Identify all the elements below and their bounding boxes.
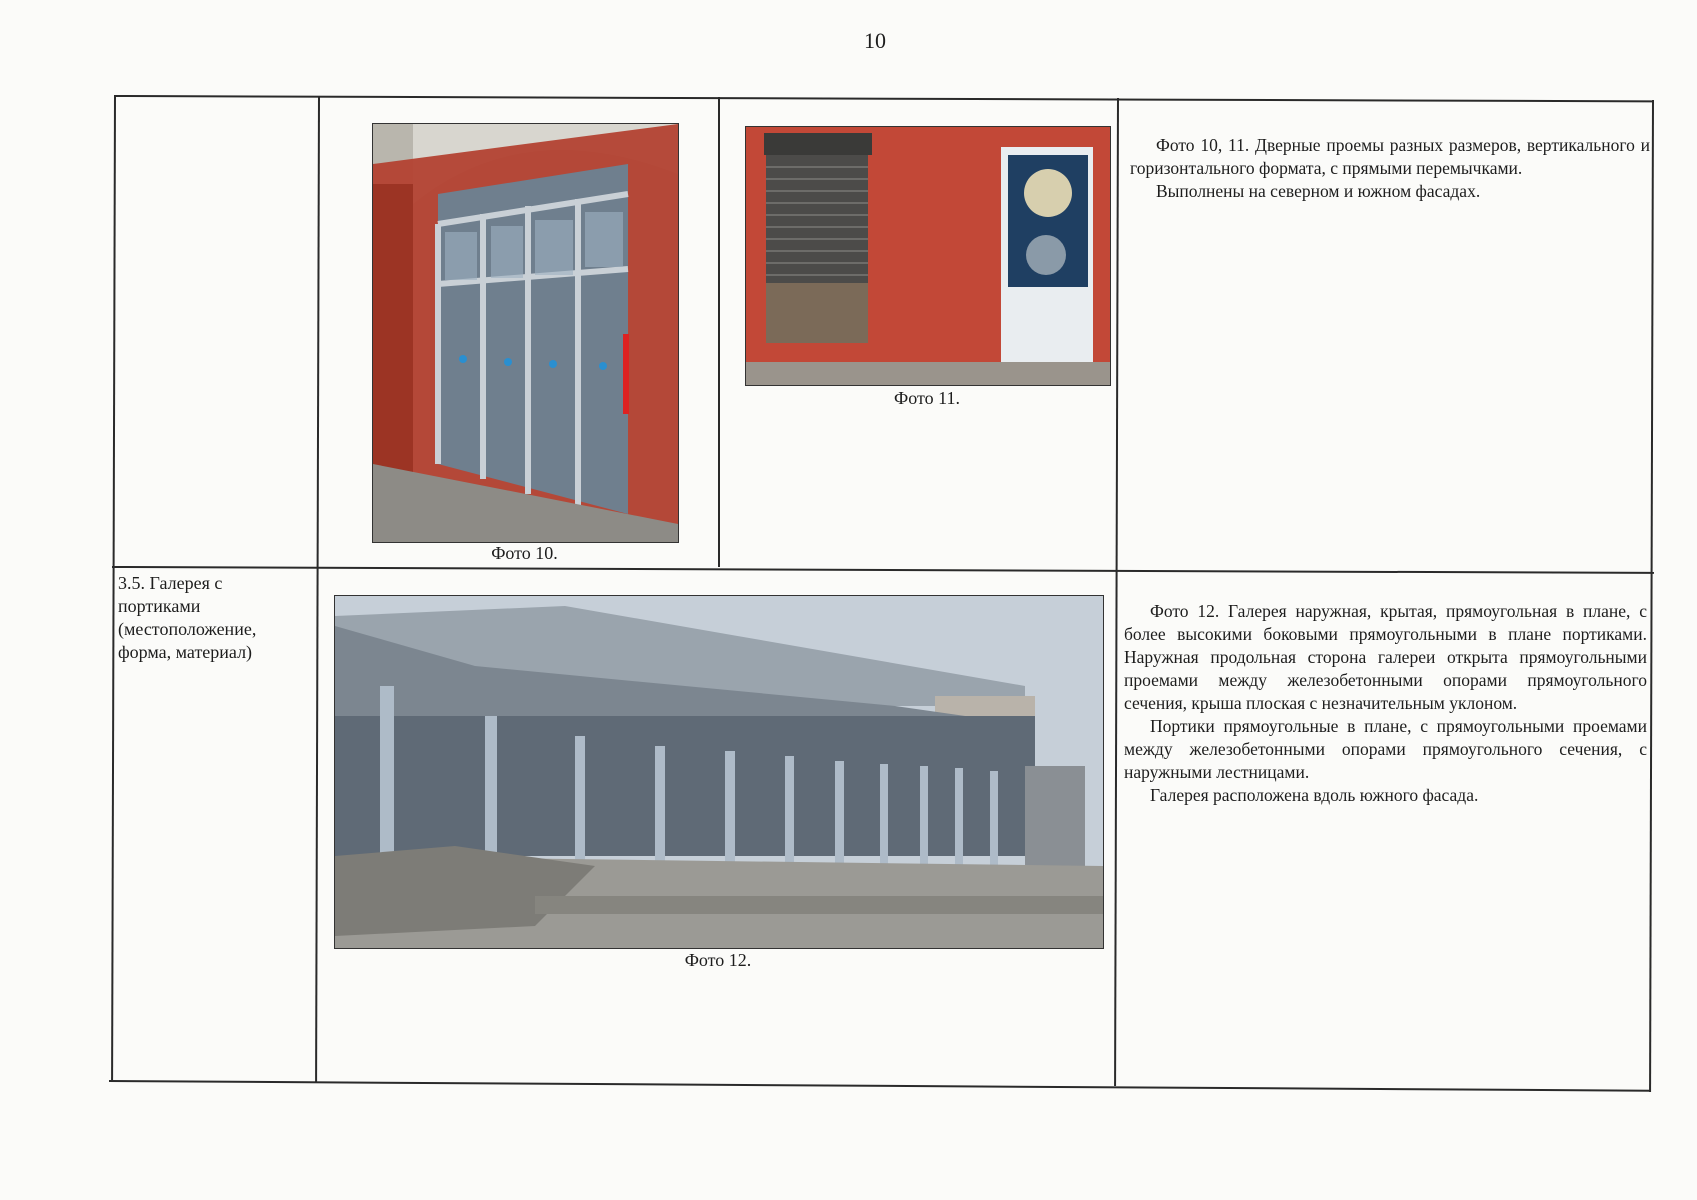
photo-12-caption: Фото 12. — [684, 950, 752, 970]
row1-desc-para-1: Фото 10, 11. Дверные проемы разных размеров, вертикального и горизонтального формата, с прямыми перемычками. — [1130, 135, 1650, 178]
row1-desc-para-2: Выполнены на северном и южном фасадах. — [1156, 181, 1481, 201]
photo-10 — [372, 123, 679, 543]
page-number: 10 — [864, 28, 886, 53]
row2-desc-para-3: Галерея расположена вдоль южного фасада. — [1150, 785, 1479, 805]
photo-11 — [745, 126, 1111, 386]
row1-description — [1130, 134, 1650, 203]
photo-10-caption: Фото 10. — [491, 543, 558, 563]
row2-description — [1124, 600, 1647, 807]
row2-desc-para-2: Портики прямоугольные в плане, с прямоугольными проемами между железобетонными опорами прямоугольного сечения, с наружными лестницами. — [1124, 716, 1647, 782]
photo-12 — [334, 595, 1104, 949]
photo-11-caption: Фото 11. — [894, 388, 960, 408]
row2-label: 3.5. Галерея с портиками (местоположение, форма, материал) — [118, 573, 257, 662]
row2-desc-para-1: Фото 12. Галерея наружная, крытая, прямоугольная в плане, с более высокими боковыми прямоугольными в плане портиками. Наружная продольная сторона галереи открыта прямоугольными проемами между железобетонными опорами прямоугольного сечения, крыша плоская с незначительным уклоном. — [1124, 601, 1647, 713]
